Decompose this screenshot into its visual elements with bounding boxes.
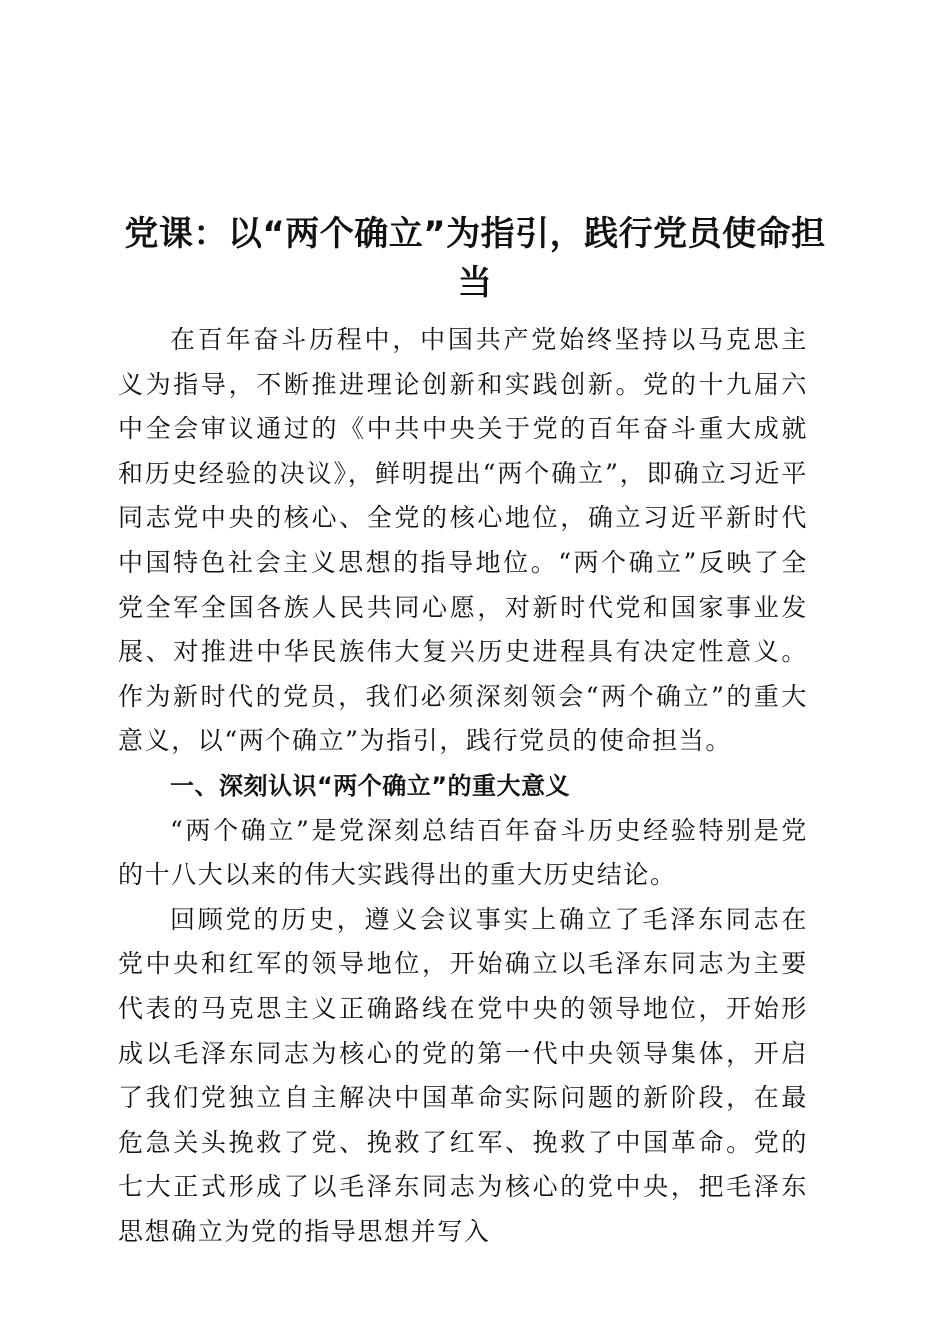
document-title: 党课：以“两个确立”为指引，践行党员使命担当 (124, 214, 826, 303)
intro-paragraph: 在百年奋斗历程中，中国共产党始终坚持以马克思主义为指导，不断推进理论创新和实践创新。党的十九届六中全会审议通过的《中共中央关于党的百年奋斗重大成就和历史经验的决议》，鲜明提出“两个确立”，即确立习近平同志党中央的核心、全党的核心地位，确立习近平新时代中国特色社会主义思想的指导地位。“两个确立”反映了全党全军全国各族人民共同心愿，对新时代党和国家事业发展、对推进中华民族伟大复兴历史进程具有决定性意义。作为新时代的党员，我们必须深刻领会“两个确立”的重大意义，以“两个确立”为指引，践行党员的使命担当。 (118, 325, 808, 756)
section-heading-1: 一、深刻认识“两个确立”的重大意义 (170, 771, 571, 800)
section1-paragraph-2: 回顾党的历史，遵义会议事实上确立了毛泽东同志在党中央和红军的领导地位，开始确立以毛泽东同志为主要代表的马克思主义正确路线在党中央的领导地位，开始形成以毛泽东同志为核心的党的第一代中央领导集体，开启了我们党独立自主解决中国革命实际问题的新阶段，在最危急关头挽救了党、挽救了红军、挽救了中国革命。党的七大正式形成了以毛泽东同志为核心的党中央，把毛泽东思想确立为党的指导思想并写入 (118, 904, 808, 1246)
document-body (118, 318, 808, 1254)
section1-paragraph-1: “两个确立”是党深刻总结百年奋斗历史经验特别是党的十八大以来的伟大实践得出的重大历史结论。 (118, 815, 808, 890)
